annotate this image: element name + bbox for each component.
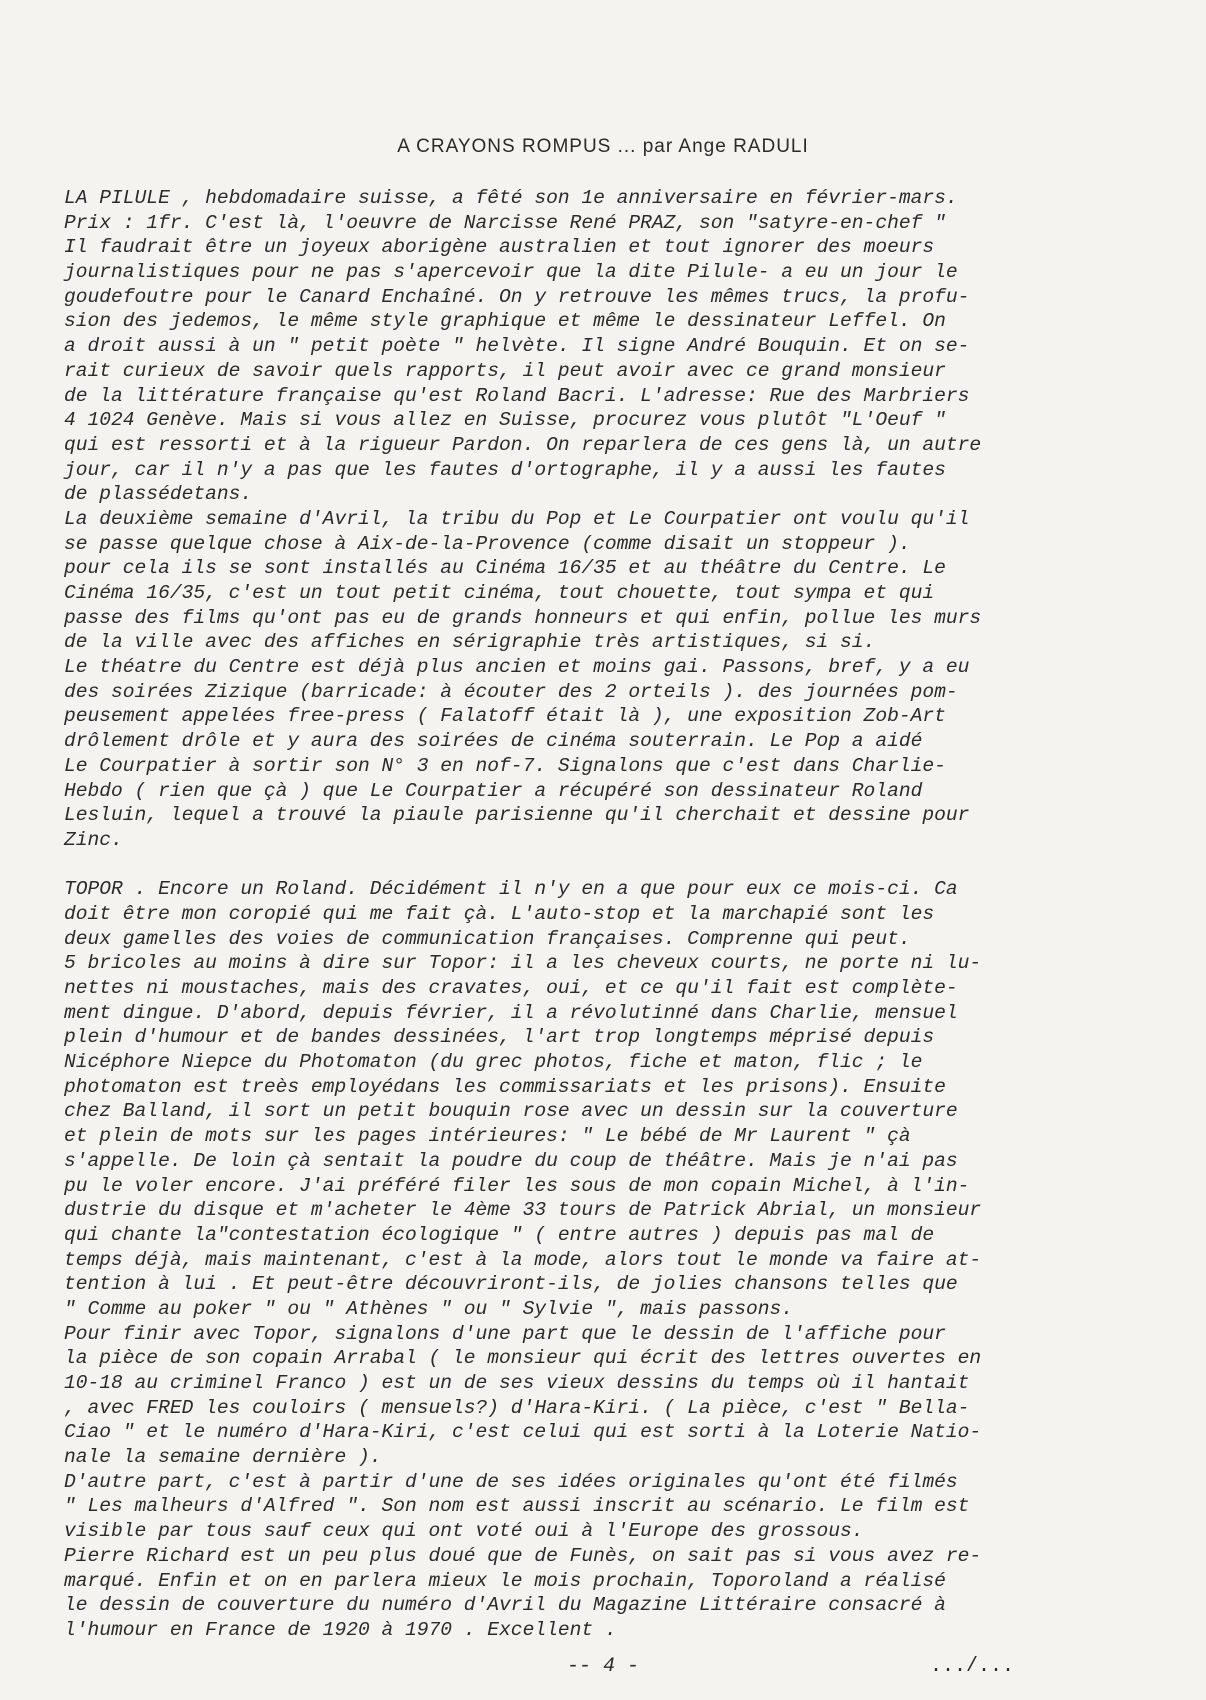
text-line: sion des jedemos, le même style graphique et même le dessinateur Leffel. On xyxy=(64,310,946,333)
text-line: 10-18 au criminel Franco ) est un de ses vieux dessins du temps où il hantait xyxy=(64,1372,970,1394)
text-line: des soirées Zizique (barricade: à écouter des 2 orteils ). des journées pom- xyxy=(64,680,958,703)
text-line: passe des films qu'ont pas eu de grands honneurs et qui enfin, pollue les murs xyxy=(64,606,982,629)
text-line: Zinc. xyxy=(64,828,123,851)
text-line: Ciao " et le numéro d'Hara-Kiri, c'est celui qui est sorti à la Loterie Natio- xyxy=(64,1421,982,1444)
text-line: " Comme au poker " ou " Athènes " ou " Sylvie ", mais passons. xyxy=(64,1297,794,1320)
text-line: jour, car il n'y a pas que les fautes d'ortographe, il y a aussi les fautes xyxy=(64,458,946,481)
text-line: nale la semaine dernière ). xyxy=(64,1446,382,1469)
text-line: , avec FRED les couloirs ( mensuels?) d'Hara-Kiri. ( La pièce, c'est " Bella- xyxy=(64,1396,970,1419)
text-line: plein d'humour et de bandes dessinées, l'art trop longtemps méprisé depuis xyxy=(64,1026,935,1049)
text-line: qui est ressorti et à la rigueur Pardon. On reparlera de ces gens là, un autre xyxy=(64,433,982,456)
text-line: visible par tous sauf ceux qui ont voté oui à l'Europe des grossous. xyxy=(64,1520,864,1543)
text-line: Cinéma 16/35, c'est un tout petit cinéma, tout chouette, tout sympa et qui xyxy=(64,582,935,604)
text-line: Il faudrait être un joyeux aborigène australien et tout ignorer des moeurs xyxy=(64,236,935,259)
text-line: Pierre Richard est un peu plus doué que de Funès, on sait pas si vous avez re- xyxy=(64,1544,982,1567)
text-line: l'humour en France de 1920 à 1970 . Excellent . xyxy=(64,1618,617,1641)
paragraph-topor xyxy=(64,877,1184,1642)
text-line: Nicéphore Niepce du Photomaton (du grec photos, fiche et maton, flic ; le xyxy=(64,1051,923,1074)
text-line: drôlement drôle et y aura des soirées de cinéma souterrain. Le Pop a aidé xyxy=(64,730,923,753)
text-line: Pour finir avec Topor, signalons d'une part que le dessin de l'affiche pour xyxy=(64,1322,946,1345)
text-line: peusement appelées free-press ( Falatoff était là ), une exposition Zob-Art xyxy=(64,705,946,728)
text-line: deux gamelles des voies de communication françaises. Comprenne qui peut. xyxy=(64,927,911,950)
text-line: D'autre part, c'est à partir d'une de ses idées originales qu'ont été filmés xyxy=(64,1470,958,1493)
page-title: A CRAYONS ROMPUS ... par Ange RADULI xyxy=(397,136,809,157)
page-number: -- 4 - xyxy=(566,1655,639,1678)
text-line: " Les malheurs d'Alfred ". Son nom est aussi inscrit au scénario. Le film est xyxy=(64,1495,970,1518)
text-line: Prix : 1fr. C'est là, l'oeuvre de Narcisse René PRAZ, son "satyre-en-chef " xyxy=(64,211,946,234)
text-line: pu le voler encore. J'ai préféré filer les sous de mon copain Michel, à l'in- xyxy=(64,1174,970,1197)
text-line: nettes ni moustaches, mais des cravates, oui, et ce qu'il fait est complète- xyxy=(64,977,958,999)
text-line: et plein de mots sur les pages intérieures: " Le bébé de Mr Laurent " çà xyxy=(64,1125,911,1148)
text-line: qui chante la"contestation écologique " ( entre autres ) depuis pas mal de xyxy=(64,1223,935,1246)
text-line: photomaton est treès employédans les commissariats et les prisons). Ensuite xyxy=(64,1075,946,1098)
text-line: de la ville avec des affiches en sérigraphie très artistiques, si si. xyxy=(64,631,876,654)
text-line: Lesluin, lequel a trouvé la piaule parisienne qu'il cherchait et dessine pour xyxy=(64,804,970,827)
text-line: se passe quelque chose à Aix-de-la-Provence (comme disait un stoppeur ). xyxy=(64,532,911,555)
text-line: Le théatre du Centre est déjà plus ancien et moins gai. Passons, bref, y a eu xyxy=(64,656,970,679)
text-line: chez Balland, il sort un petit bouquin rose avec un dessin sur la couverture xyxy=(64,1100,958,1123)
text-line: a droit aussi à un " petit poète " helvète. Il signe André Bouquin. Et on se- xyxy=(64,335,970,358)
text-line: Le Courpatier à sortir son N° 3 en nof-7. Signalons que c'est dans Charlie- xyxy=(64,754,946,777)
text-line: tention à lui . Et peut-être découvriront-ils, de jolies chansons telles que xyxy=(64,1273,958,1296)
text-line: La deuxième semaine d'Avril, la tribu du Pop et Le Courpatier ont voulu qu'il xyxy=(64,507,970,530)
text-line: journalistiques pour ne pas s'apercevoir que la dite Pilule- a eu un jour le xyxy=(64,261,958,284)
text-line: dustrie du disque et m'acheter le 4ème 33 tours de Patrick Abrial, un monsieur xyxy=(64,1199,982,1222)
text-line: ment dingue. D'abord, depuis février, il a révolutinné dans Charlie, mensuel xyxy=(64,1001,958,1024)
article-body xyxy=(64,186,1184,1643)
text-line: 5 bricoles au moins à dire sur Topor: il a les cheveux courts, ne porte ni lu- xyxy=(64,952,982,975)
text-line: Hebdo ( rien que çà ) que Le Courpatier a récupéré son dessinateur Roland xyxy=(64,779,923,802)
text-line: pour cela ils se sont installés au Cinéma 16/35 et au théâtre du Centre. Le xyxy=(64,557,946,580)
text-line: 4 1024 Genève. Mais si vous allez en Suisse, procurez vous plutôt "L'Oeuf " xyxy=(64,409,946,432)
continued-marker: .../... xyxy=(930,1655,1015,1678)
text-line: de la littérature française qu'est Roland Bacri. L'adresse: Rue des Marbriers xyxy=(64,384,970,407)
text-line: marqué. Enfin et on en parlera mieux le mois prochain, Toporoland a réalisé xyxy=(64,1569,946,1592)
text-line: de plassédetans. xyxy=(64,483,253,506)
text-line: LA PILULE , hebdomadaire suisse, a fêté son 1e anniversaire en février-mars. xyxy=(64,187,958,209)
text-line: doit être mon coropié qui me fait çà. L'auto-stop et la marchapié sont les xyxy=(64,902,935,925)
text-line: la pièce de son copain Arrabal ( le monsieur qui écrit des lettres ouvertes en xyxy=(64,1347,982,1370)
text-line: le dessin de couverture du numéro d'Avril du Magazine Littéraire consacré à xyxy=(64,1594,946,1617)
text-line: s'appelle. De loin çà sentait la poudre du coup de théâtre. Mais je n'ai pas xyxy=(64,1149,958,1172)
text-line: goudefoutre pour le Canard Enchaîné. On y retrouve les mêmes trucs, la profu- xyxy=(64,285,970,308)
text-line: TOPOR . Encore un Roland. Décidément il n'y en a que pour eux ce mois-ci. Ca xyxy=(64,878,958,901)
text-line: temps déjà, mais maintenant, c'est à la mode, alors tout le monde va faire at- xyxy=(64,1248,982,1271)
paragraph-la-pilule xyxy=(64,186,1184,853)
text-line: rait curieux de savoir quels rapports, il peut avoir avec ce grand monsieur xyxy=(64,359,946,382)
